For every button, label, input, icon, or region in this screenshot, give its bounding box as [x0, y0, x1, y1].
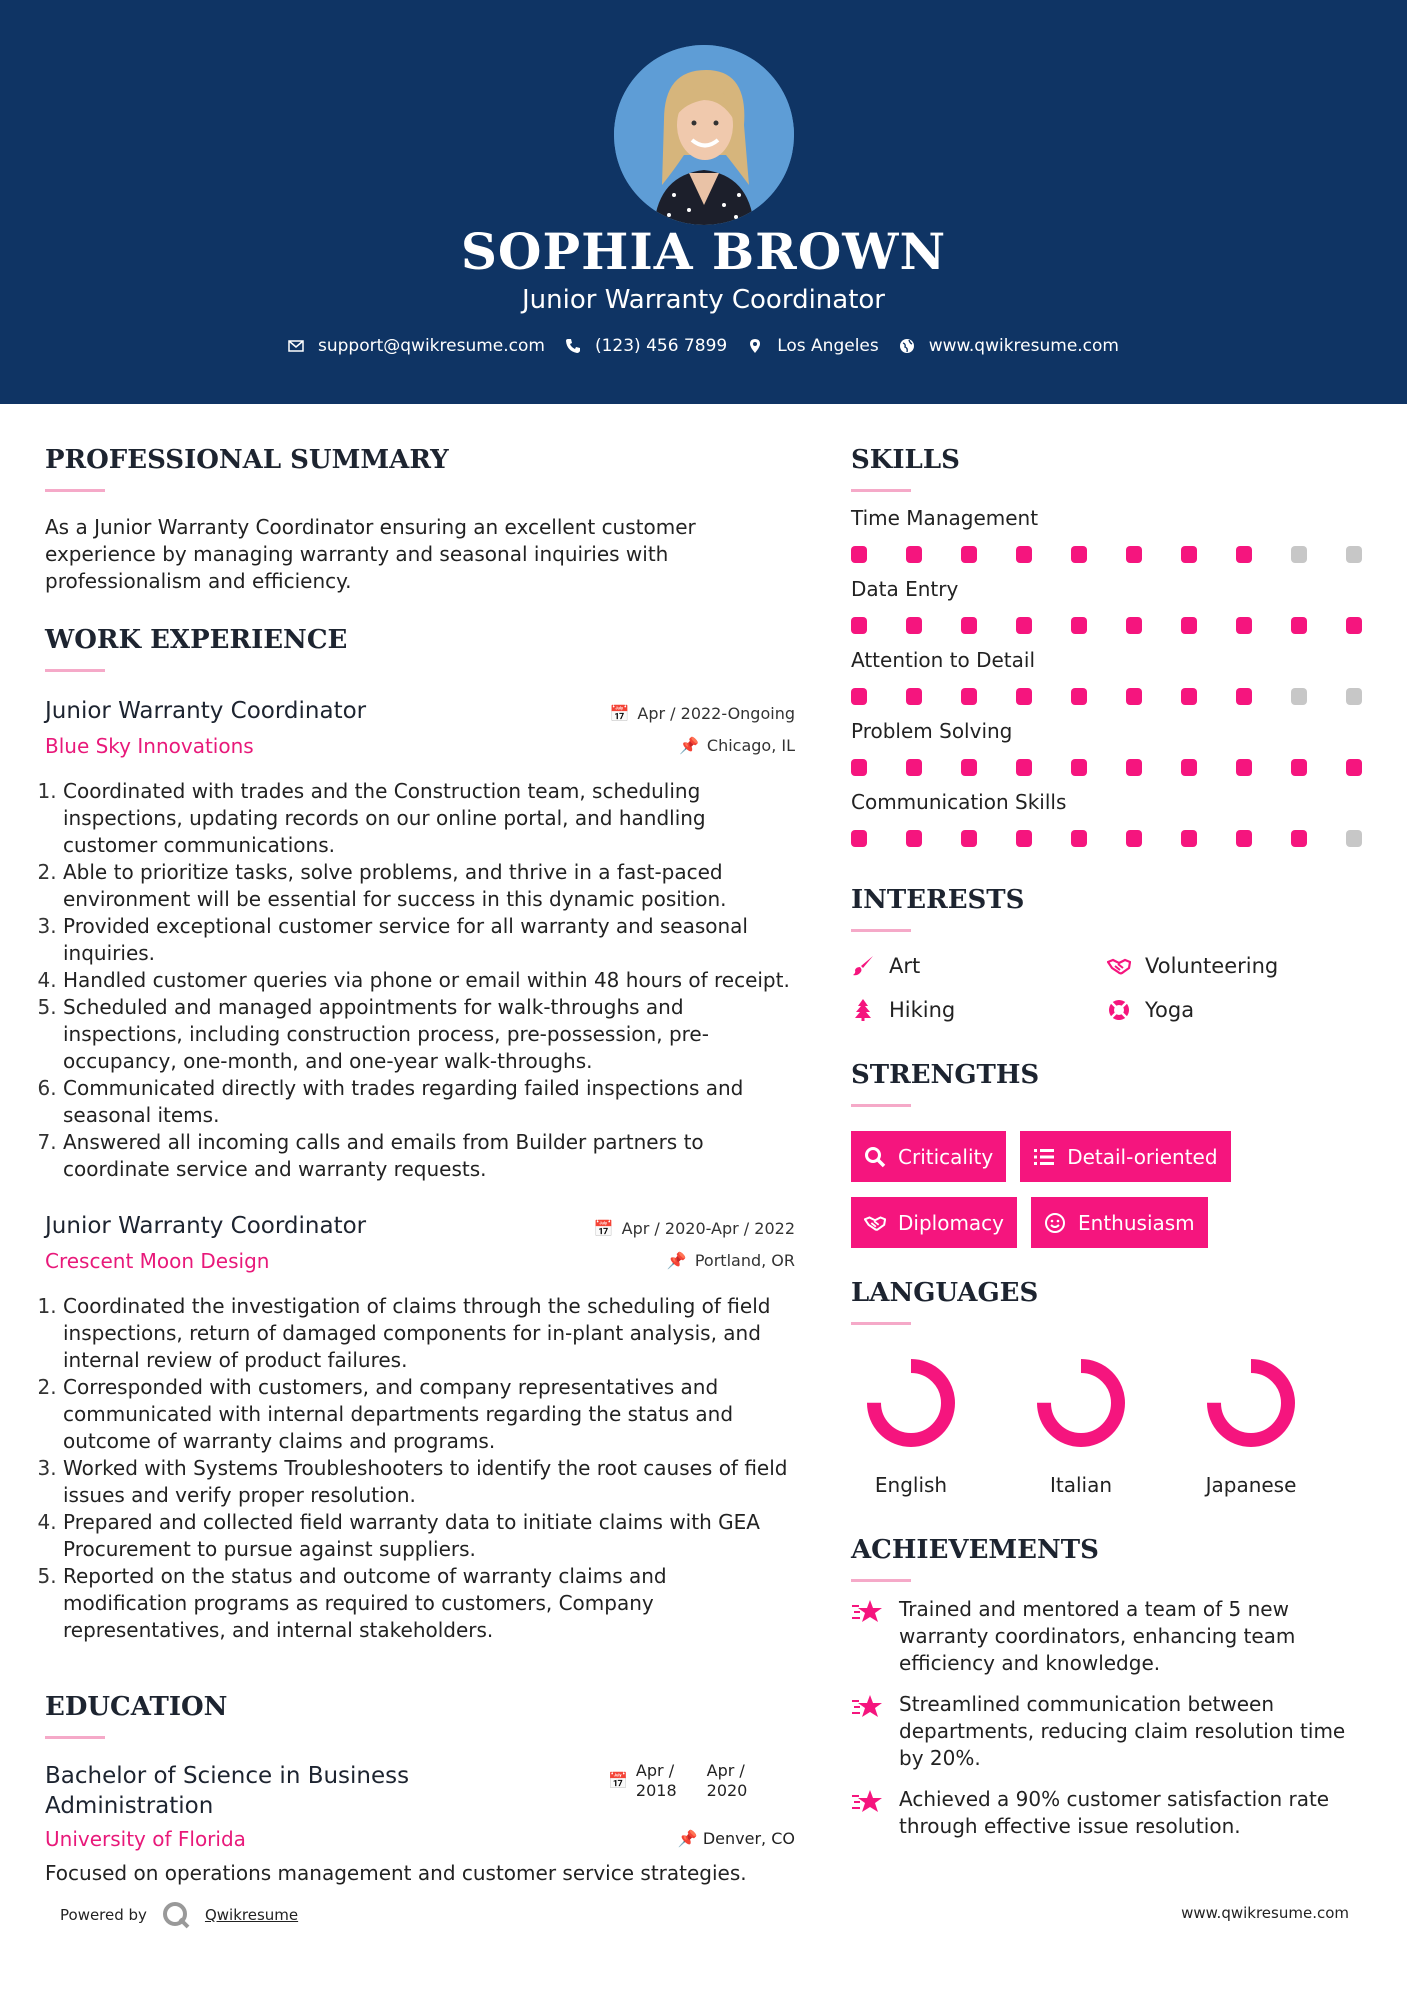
language-gauge [1201, 1353, 1301, 1453]
languages-section [851, 1278, 1371, 1497]
list-item: 6. Communicated directly with trades regarding failed inspections and seasonal items. [63, 1075, 795, 1129]
skill-dot-filled [851, 546, 867, 563]
skill-dot-filled [1236, 688, 1252, 705]
interest-label: Volunteering [1145, 954, 1279, 978]
summary-text: As a Junior Warranty Coordinator ensuring an excellent customer experience by managing warranty and seasonal inquiries with professionalism and efficiency. [45, 515, 696, 593]
contact-location [747, 336, 879, 356]
skills-section [851, 445, 1371, 847]
skill-name: Time Management [851, 506, 1039, 530]
strength-chip [851, 1197, 1017, 1248]
skill-row [851, 648, 1371, 705]
skill-dot-filled [1016, 759, 1032, 776]
experience-section [45, 625, 795, 1644]
language-level-arc [874, 1366, 948, 1440]
skill-dot-filled [961, 759, 977, 776]
section-divider [851, 1579, 911, 1582]
interest-item [851, 954, 1107, 978]
language-item [851, 1353, 971, 1497]
job-location: Portland, OR [694, 1251, 795, 1270]
start-year: 2018 [635, 1781, 677, 1800]
skill-row [851, 577, 1371, 634]
skill-dot-empty [1346, 830, 1362, 847]
skill-dot-filled [851, 617, 867, 634]
location-text: Los Angeles [777, 336, 879, 356]
website-text: www.qwikresume.com [928, 336, 1119, 356]
handshake-icon [864, 1212, 886, 1234]
school-name: University of Florida [45, 1827, 246, 1851]
list-item: 2. Able to prioritize tasks, solve problems, and thrive in a fast-paced environment will be essential for success in this dynamic position. [63, 859, 795, 913]
job-bullets [45, 778, 795, 1183]
skill-dot-filled [906, 830, 922, 847]
summary-section [45, 445, 795, 595]
language-item [1191, 1353, 1311, 1497]
list-item: 2. Corresponded with customers, and company representatives and communicated with internal departments regarding the status and outcome of warranty claims and programs. [63, 1374, 795, 1455]
skill-dot-filled [1071, 759, 1087, 776]
skill-dot-filled [1181, 546, 1197, 563]
qwikresume-logo-icon [161, 1900, 191, 1930]
skill-dot-filled [961, 617, 977, 634]
skill-dot-filled [1236, 546, 1252, 563]
list-item: 1. Coordinated the investigation of claims through the scheduling of field inspections, return of damaged components for in-plant analysis, and internal review of product failures. [63, 1293, 795, 1374]
list-item: 4. Handled customer queries via phone or email within 48 hours of receipt. [63, 967, 795, 994]
skill-dot-empty [1346, 546, 1362, 563]
skill-dot-filled [1071, 617, 1087, 634]
smile-icon [1044, 1212, 1066, 1234]
skill-dot-filled [1346, 617, 1362, 634]
lifering-icon [1107, 998, 1131, 1022]
education-description: Focused on operations management and customer service strategies. [45, 1861, 747, 1885]
degree-line: Administration [45, 1793, 214, 1819]
experience-title: WORK EXPERIENCE [45, 625, 348, 655]
profile-photo [614, 45, 794, 225]
job-company: Blue Sky Innovations [45, 734, 254, 758]
globe-icon [899, 338, 915, 354]
strength-chip [1031, 1197, 1208, 1248]
language-level-arc [1044, 1366, 1118, 1440]
skill-row [851, 719, 1371, 776]
pin-icon: 📌 [677, 1829, 698, 1848]
calendar-icon: 📅 [593, 1219, 614, 1238]
section-divider [45, 1736, 105, 1739]
list-item: 3. Provided exceptional customer service for all warranty and seasonal inquiries. [63, 913, 795, 967]
achievements-section [851, 1535, 1371, 1840]
job-company: Crescent Moon Design [45, 1249, 270, 1273]
end-month: Apr / [706, 1761, 745, 1780]
skill-dot-empty [1346, 688, 1362, 705]
skill-dot-filled [1291, 830, 1307, 847]
skill-dot-filled [851, 688, 867, 705]
phone-icon [565, 338, 581, 354]
candidate-role: Junior Warranty Coordinator [522, 285, 885, 315]
footer-website[interactable]: www.qwikresume.com [1181, 1904, 1349, 1922]
star-icon [851, 1693, 883, 1721]
interest-item [1107, 998, 1327, 1022]
strength-label: Diplomacy [898, 1210, 1005, 1235]
language-gauge [1031, 1353, 1131, 1453]
education-location [678, 1829, 795, 1848]
skill-dot-filled [1016, 546, 1032, 563]
paintbrush-icon [851, 954, 875, 978]
interest-label: Yoga [1145, 998, 1195, 1022]
language-gauge [861, 1353, 961, 1453]
job-title: Junior Warranty Coordinator [45, 1213, 367, 1239]
interests-section [851, 885, 1371, 1022]
skill-dot-filled [1126, 546, 1142, 563]
contact-website[interactable] [899, 336, 1119, 356]
achievements-list [851, 1596, 1371, 1840]
skill-dot-filled [851, 759, 867, 776]
section-divider [851, 1104, 911, 1107]
star-icon [851, 1788, 883, 1816]
strengths-section [851, 1060, 1371, 1248]
skill-name: Communication Skills [851, 790, 1067, 814]
skill-row [851, 790, 1371, 847]
job-meta [594, 1213, 795, 1277]
job-entry [45, 1213, 795, 1644]
strength-label: Detail-oriented [1067, 1144, 1218, 1169]
skill-rating [851, 688, 1371, 705]
footer-powered-by [60, 1900, 298, 1930]
job-bullets [45, 1293, 795, 1644]
skills-title: SKILLS [851, 445, 960, 475]
strength-label: Criticality [898, 1144, 994, 1169]
skill-dot-filled [961, 688, 977, 705]
section-divider [45, 489, 105, 492]
education-title: EDUCATION [45, 1692, 228, 1722]
job-location: Chicago, IL [706, 736, 795, 755]
skill-dot-filled [1236, 759, 1252, 776]
strength-chip [851, 1131, 1006, 1182]
powered-by-text: Powered by [60, 1906, 147, 1924]
skill-dot-filled [906, 617, 922, 634]
skill-dot-filled [1126, 830, 1142, 847]
interest-item [1107, 954, 1327, 978]
left-column [45, 445, 795, 1885]
skill-dot-filled [1181, 759, 1197, 776]
search-icon [864, 1146, 886, 1168]
skill-dot-filled [1126, 617, 1142, 634]
candidate-name: SOPHIA BROWN [460, 222, 947, 281]
language-name: English [874, 1473, 948, 1497]
skill-dot-filled [1291, 759, 1307, 776]
skill-name: Attention to Detail [851, 648, 1036, 672]
list-item: 7. Answered all incoming calls and emails from Builder partners to coordinate service and warranty requests. [63, 1129, 795, 1183]
skill-dot-filled [851, 830, 867, 847]
skill-dot-filled [906, 688, 922, 705]
achievement-item [851, 1691, 1371, 1772]
resume-header [0, 0, 1407, 404]
job-meta [609, 698, 795, 762]
right-column [851, 445, 1371, 1840]
contact-phone[interactable] [565, 336, 727, 356]
skill-dot-filled [1126, 759, 1142, 776]
skill-rating [851, 759, 1371, 776]
skill-dot-filled [1126, 688, 1142, 705]
interest-label: Art [889, 954, 921, 978]
tree-icon [851, 998, 875, 1022]
skill-dot-filled [1071, 830, 1087, 847]
brand-link[interactable]: Qwikresume [204, 1906, 299, 1924]
section-divider [851, 1322, 911, 1325]
job-entry [45, 698, 795, 1183]
language-name: Japanese [1205, 1473, 1297, 1497]
skill-dot-filled [1181, 688, 1197, 705]
skill-dot-filled [1236, 617, 1252, 634]
achievement-item [851, 1786, 1371, 1840]
achievement-text: Streamlined communication between departments, reducing claim resolution time by 20%. [899, 1692, 1346, 1770]
skill-dot-filled [1071, 546, 1087, 563]
list-item: 4. Prepared and collected field warranty data to initiate claims with GEA Procurement to pursue against suppliers. [63, 1509, 795, 1563]
skill-rating [851, 546, 1371, 563]
languages-title: LANGUAGES [851, 1278, 1039, 1308]
calendar-icon: 📅 [609, 704, 630, 723]
pin-icon: 📌 [666, 1251, 687, 1270]
language-name: Italian [1049, 1473, 1113, 1497]
education-section [45, 1692, 795, 1885]
map-pin-icon [747, 338, 763, 354]
skills-list [851, 506, 1371, 847]
phone-text: (123) 456 7899 [594, 336, 728, 356]
skill-dot-filled [906, 546, 922, 563]
strength-label: Enthusiasm [1078, 1210, 1195, 1235]
skill-rating [851, 617, 1371, 634]
section-divider [851, 489, 911, 492]
skill-dot-filled [1016, 830, 1032, 847]
skill-dot-empty [1291, 688, 1307, 705]
language-level-arc [1214, 1366, 1288, 1440]
skill-row [851, 506, 1371, 563]
job-date: Apr / 2020-Apr / 2022 [621, 1219, 795, 1238]
pin-icon: 📌 [678, 736, 699, 755]
skill-dot-filled [1071, 688, 1087, 705]
skill-dot-empty [1291, 546, 1307, 563]
calendar-icon: 📅 [608, 1771, 628, 1790]
skill-name: Data Entry [851, 577, 959, 601]
list-item: 3. Worked with Systems Troubleshooters to identify the root causes of field issues and verify proper resolution. [63, 1455, 795, 1509]
achievement-item [851, 1596, 1371, 1677]
skill-rating [851, 830, 1371, 847]
skill-dot-filled [961, 546, 977, 563]
skill-dot-filled [1016, 617, 1032, 634]
summary-title: PROFESSIONAL SUMMARY [45, 445, 449, 475]
list-item: 5. Reported on the status and outcome of warranty claims and modification programs as required to customers, Company representatives, and internal stakeholders. [63, 1563, 795, 1644]
skill-dot-filled [1016, 688, 1032, 705]
interests-list [851, 954, 1371, 1022]
skill-dot-filled [1181, 617, 1197, 634]
skill-dot-filled [1291, 617, 1307, 634]
star-icon [851, 1598, 883, 1626]
interest-label: Hiking [889, 998, 956, 1022]
strengths-title: STRENGTHS [851, 1060, 1040, 1090]
list-icon [1033, 1146, 1055, 1168]
list-item: 5. Scheduled and managed appointments for walk-throughs and inspections, including construction process, pre-possession, pre-occupancy, one-month, and one-year walk-throughs. [63, 994, 795, 1075]
envelope-icon [288, 338, 304, 354]
end-year: 2020 [706, 1781, 748, 1800]
list-item: 1. Coordinated with trades and the Construction team, scheduling inspections, updating records on our online portal, and handling customer communications. [63, 778, 795, 859]
email-text: support@qwikresume.com [318, 336, 545, 356]
interests-title: INTERESTS [851, 885, 1025, 915]
education-location-text: Denver, CO [702, 1829, 795, 1848]
strength-chip [1020, 1131, 1230, 1182]
skill-name: Problem Solving [851, 719, 1013, 743]
skill-dot-filled [1346, 759, 1362, 776]
job-date: Apr / 2022-Ongoing [637, 704, 795, 723]
start-month: Apr / [635, 1761, 675, 1780]
language-item [1021, 1353, 1141, 1497]
skill-dot-filled [1236, 830, 1252, 847]
strengths-list [851, 1131, 1271, 1248]
contact-bar [0, 336, 1407, 356]
job-title: Junior Warranty Coordinator [45, 698, 367, 724]
contact-email[interactable] [288, 336, 545, 356]
education-dates [608, 1761, 747, 1801]
section-divider [851, 929, 911, 932]
languages-list [851, 1353, 1371, 1497]
skill-dot-filled [906, 759, 922, 776]
achievements-title: ACHIEVEMENTS [851, 1535, 1099, 1565]
section-divider [45, 669, 105, 672]
skill-dot-filled [961, 830, 977, 847]
interest-item [851, 998, 1107, 1022]
skill-dot-filled [1181, 830, 1197, 847]
achievement-text: Trained and mentored a team of 5 new warranty coordinators, enhancing team efficiency and knowledge. [899, 1597, 1296, 1675]
achievement-text: Achieved a 90% customer satisfaction rate through effective issue resolution. [899, 1787, 1330, 1838]
handshake-icon [1107, 954, 1131, 978]
degree-line: Bachelor of Science in Business [45, 1763, 410, 1789]
